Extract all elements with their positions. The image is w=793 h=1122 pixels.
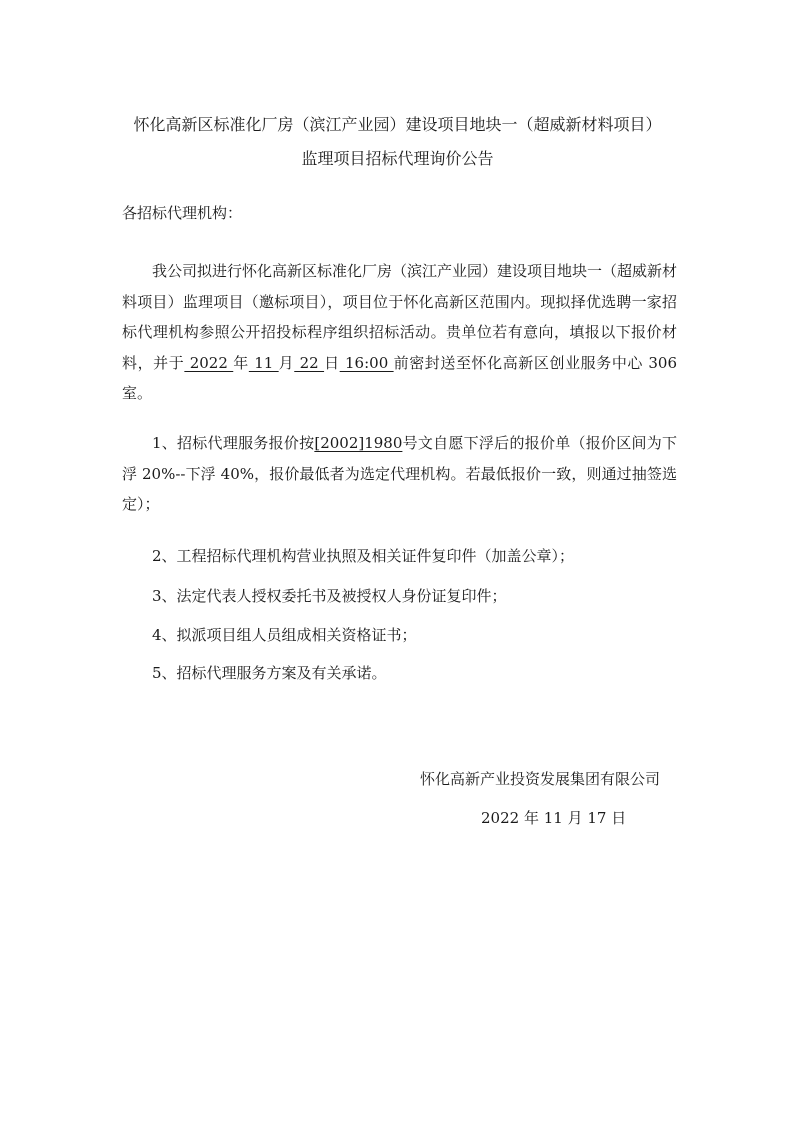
item1-text-part2: 号文自愿下浮后的报价单（报价区间为下浮 20%--下浮 40%，报价最低者为选定代理机构。若最低报价一致，则通过抽签选定）； (122, 434, 677, 513)
document-title-line1: 怀化高新区标准化厂房（滨江产业园）建设项目地块一（超威新材料项目） (133, 115, 662, 134)
intro-text-part1: 我公司拟进行怀化高新区标准化厂房（滨江产业园）建设项目地块一（超威新材料项目）监理项目（邀标项目），项目位于怀化高新区范围内。现拟择优选聘一家招标代理机构参照公开招投标程序组织招标活动。贵单位若有意向，填报以下报价材料，并于 (122, 262, 678, 372)
signature-date: 2022 年 11 月 17 日 (481, 809, 627, 827)
document-title-line2: 监理项目招标代理询价公告 (301, 149, 494, 168)
requirement-item-1 (122, 428, 677, 520)
requirement-item-3: 3、法定代表人授权委托书及被授权人身份证复印件； (152, 587, 507, 605)
deadline-month-unit: 月 (278, 353, 295, 372)
deadline-day-unit: 日 (324, 353, 340, 372)
deadline-year-unit: 年 (233, 353, 249, 372)
requirement-item-5: 5、招标代理服务方案及有关承诺。 (152, 664, 387, 682)
item1-text-part1: 1、招标代理服务报价按 (152, 434, 315, 452)
addressee: 各招标代理机构： (122, 204, 243, 222)
intro-text-part2: 前密封送至怀化高新区创业服务中心 306 室。 (122, 353, 677, 402)
requirement-item-4: 4、拟派项目组人员组成相关资格证书； (152, 626, 417, 644)
signature-company: 怀化高新产业投资发展集团有限公司 (420, 770, 661, 788)
item1-document-number: [2002]1980 (314, 434, 403, 452)
deadline-day: 22 (294, 353, 325, 372)
deadline-year: 2022 (184, 353, 234, 372)
deadline-time: 16:00 (339, 353, 394, 372)
deadline-month: 11 (248, 353, 279, 372)
intro-paragraph (122, 256, 677, 409)
requirement-item-2: 2、工程招标代理机构营业执照及相关证件复印件（加盖公章）； (152, 547, 575, 565)
